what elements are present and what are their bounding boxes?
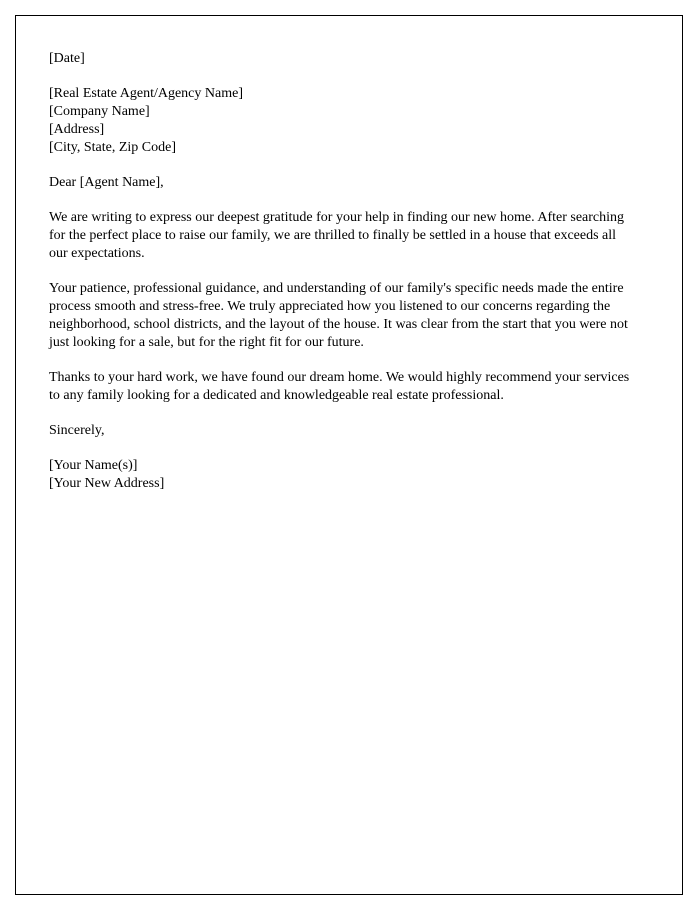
paragraph-appreciation: Your patience, professional guidance, and understanding of our family's specific needs made the entire process smooth and stress-free. We truly appreciated how you listened to our concerns regarding the neighborhood, school districts, and the layout of the house. It was clear from the start that you were not just looking for a sale, but for the right fit for our future. <box>49 281 628 350</box>
salutation-block <box>49 174 636 192</box>
paragraph-gratitude: We are writing to express our deepest gratitude for your help in finding our new home. After searching for the perfect place to raise our family, we are thrilled to finally be settled in a house that exceeds all our expectations. <box>49 210 625 261</box>
closing-block <box>49 422 636 440</box>
recipient-agent-name: [Real Estate Agent/Agency Name] <box>49 86 243 101</box>
recipient-address-block <box>49 85 636 157</box>
signature-new-address: [Your New Address] <box>49 476 165 491</box>
paragraph-recommendation: Thanks to your hard work, we have found our dream home. We would highly recommend your services to any family looking for a dedicated and knowledgeable real estate professional. <box>49 370 630 403</box>
recipient-address: [Address] <box>49 122 105 137</box>
letter-page <box>15 15 683 895</box>
signature-block <box>49 457 636 493</box>
date-block <box>49 50 636 68</box>
recipient-city-state-zip: [City, State, Zip Code] <box>49 140 177 155</box>
salutation: Dear [Agent Name], <box>49 175 164 190</box>
letter-body <box>16 16 682 493</box>
signature-name: [Your Name(s)] <box>49 458 138 473</box>
recipient-company-name: [Company Name] <box>49 104 150 119</box>
closing: Sincerely, <box>49 423 105 438</box>
date-placeholder: [Date] <box>49 51 85 66</box>
